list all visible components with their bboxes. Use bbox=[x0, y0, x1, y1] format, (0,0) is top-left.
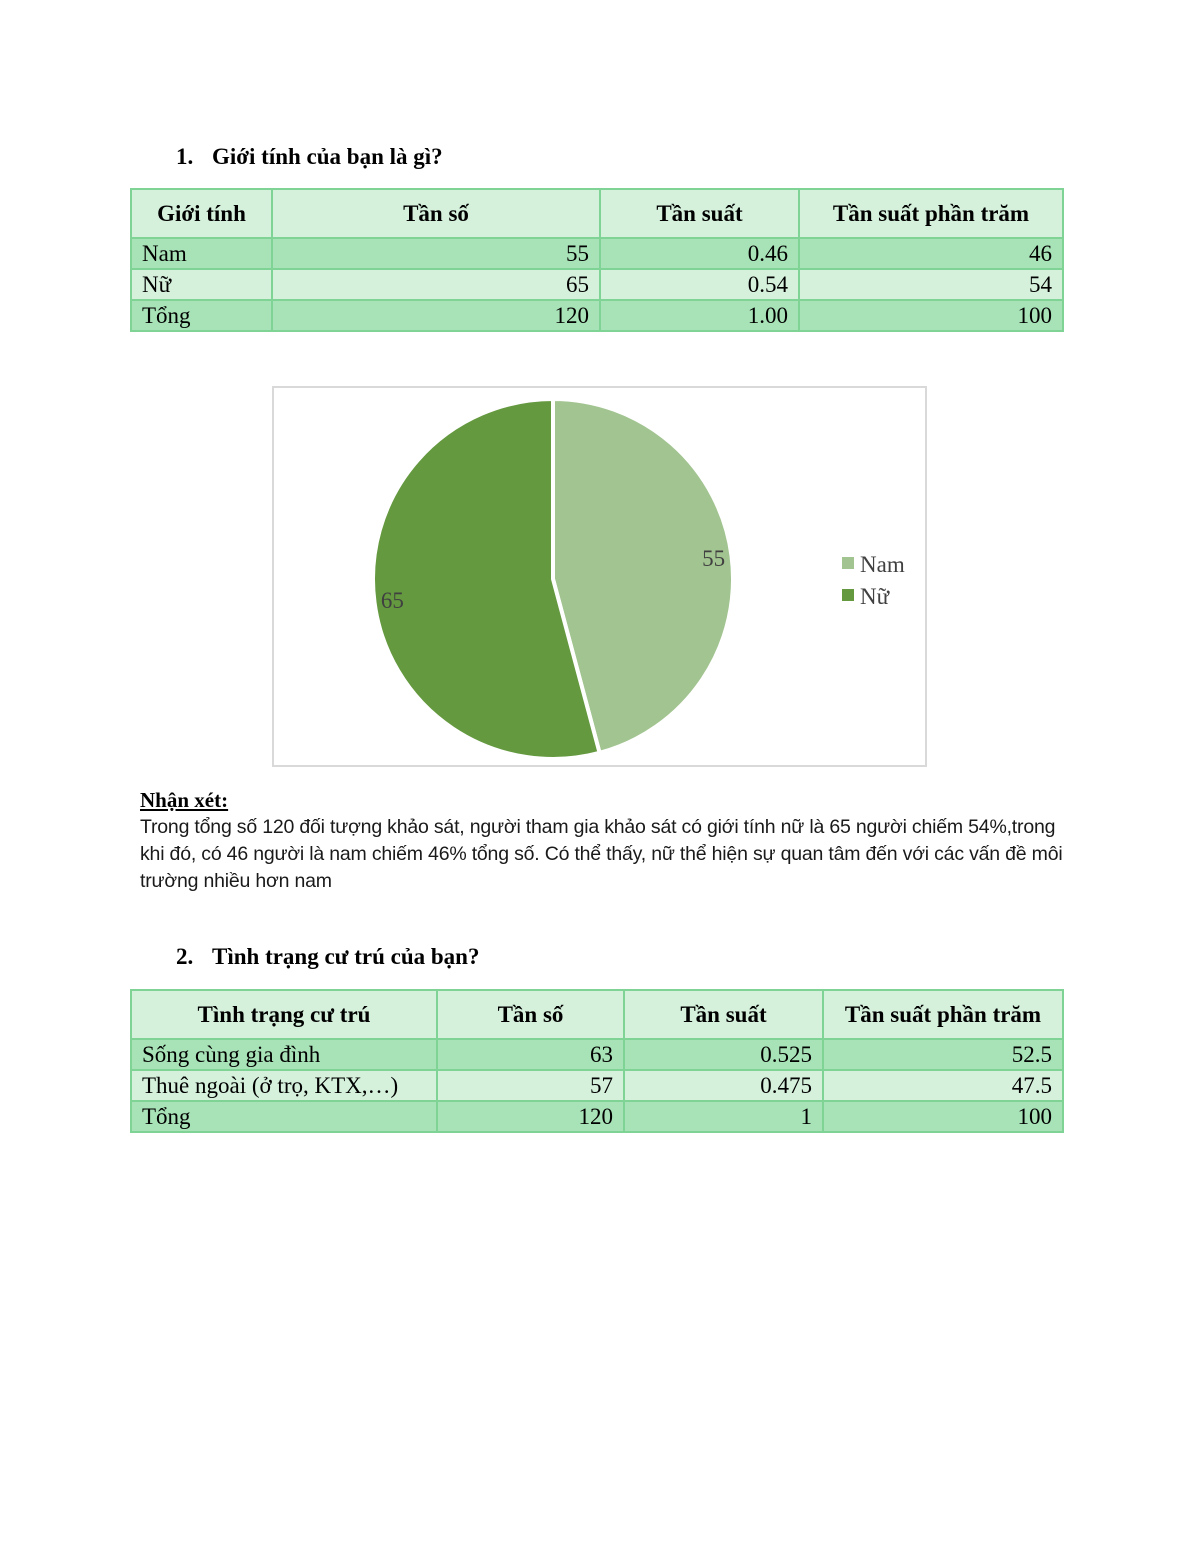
table-cell: 120 bbox=[437, 1101, 624, 1132]
table-cell: 0.54 bbox=[600, 269, 799, 300]
table-row bbox=[131, 1101, 1063, 1132]
table-cell: Thuê ngoài (ở trọ, KTX,…) bbox=[131, 1070, 437, 1101]
table-cell: 120 bbox=[272, 300, 600, 331]
table-cell: 57 bbox=[437, 1070, 624, 1101]
section1-number: 1. bbox=[176, 144, 194, 169]
table-header-cell: Tần suất phần trăm bbox=[799, 189, 1063, 238]
table-row bbox=[131, 1070, 1063, 1101]
section1-heading bbox=[176, 144, 443, 170]
section1-question: Giới tính của bạn là gì? bbox=[212, 144, 443, 169]
table-cell: 0.475 bbox=[624, 1070, 823, 1101]
section2-heading bbox=[176, 944, 479, 970]
pie-chart-frame bbox=[272, 386, 927, 767]
legend-swatch bbox=[842, 589, 854, 601]
table-row bbox=[131, 269, 1063, 300]
table-header-row bbox=[131, 189, 1063, 238]
legend-swatch bbox=[842, 557, 854, 569]
table-cell: Nữ bbox=[131, 269, 272, 300]
table-cell: 47.5 bbox=[823, 1070, 1063, 1101]
residence-table bbox=[130, 989, 1064, 1133]
table-cell: Tổng bbox=[131, 300, 272, 331]
table-cell: 1.00 bbox=[600, 300, 799, 331]
table-header-cell: Tình trạng cư trú bbox=[131, 990, 437, 1039]
gender-table bbox=[130, 188, 1064, 332]
table-cell: Tổng bbox=[131, 1101, 437, 1132]
table-cell: 65 bbox=[272, 269, 600, 300]
pie-data-label: 55 bbox=[702, 545, 726, 571]
section2-number: 2. bbox=[176, 944, 194, 969]
table-cell: 1 bbox=[624, 1101, 823, 1132]
table-row bbox=[131, 300, 1063, 331]
table-cell: 54 bbox=[799, 269, 1063, 300]
table-cell: 0.46 bbox=[600, 238, 799, 269]
comment-label: Nhận xét: bbox=[140, 788, 229, 812]
table-header-cell: Tần suất bbox=[624, 990, 823, 1039]
comment-block bbox=[140, 787, 1070, 895]
table-cell: Nam bbox=[131, 238, 272, 269]
table-cell: 46 bbox=[799, 238, 1063, 269]
table-cell: 52.5 bbox=[823, 1039, 1063, 1070]
table-row bbox=[131, 1039, 1063, 1070]
table-cell: 0.525 bbox=[624, 1039, 823, 1070]
table-header-cell: Tần số bbox=[437, 990, 624, 1039]
table-header-row bbox=[131, 990, 1063, 1039]
legend-label: Nam bbox=[860, 552, 905, 577]
table-cell: 55 bbox=[272, 238, 600, 269]
table-header-cell: Tần số bbox=[272, 189, 600, 238]
table-cell: Sống cùng gia đình bbox=[131, 1039, 437, 1070]
table-cell: 63 bbox=[437, 1039, 624, 1070]
legend-label: Nữ bbox=[860, 584, 890, 609]
pie-chart bbox=[274, 388, 925, 765]
table-header-cell: Giới tính bbox=[131, 189, 272, 238]
table-cell: 100 bbox=[799, 300, 1063, 331]
table-row bbox=[131, 238, 1063, 269]
comment-text: Trong tổng số 120 đối tượng khảo sát, người tham gia khảo sát có giới tính nữ là 65 người chiếm 54%,trong khi đó, có 46 người là nam chiếm 46% tổng số. Có thể thấy, nữ thể hiện sự quan tâm đến với các vấn đề môi trường nhiều hơn nam bbox=[140, 816, 1063, 892]
section2-question: Tình trạng cư trú của bạn? bbox=[212, 944, 480, 969]
table-header-cell: Tần suất phần trăm bbox=[823, 990, 1063, 1039]
table-cell: 100 bbox=[823, 1101, 1063, 1132]
pie-data-label: 65 bbox=[380, 588, 404, 614]
table-header-cell: Tần suất bbox=[600, 189, 799, 238]
